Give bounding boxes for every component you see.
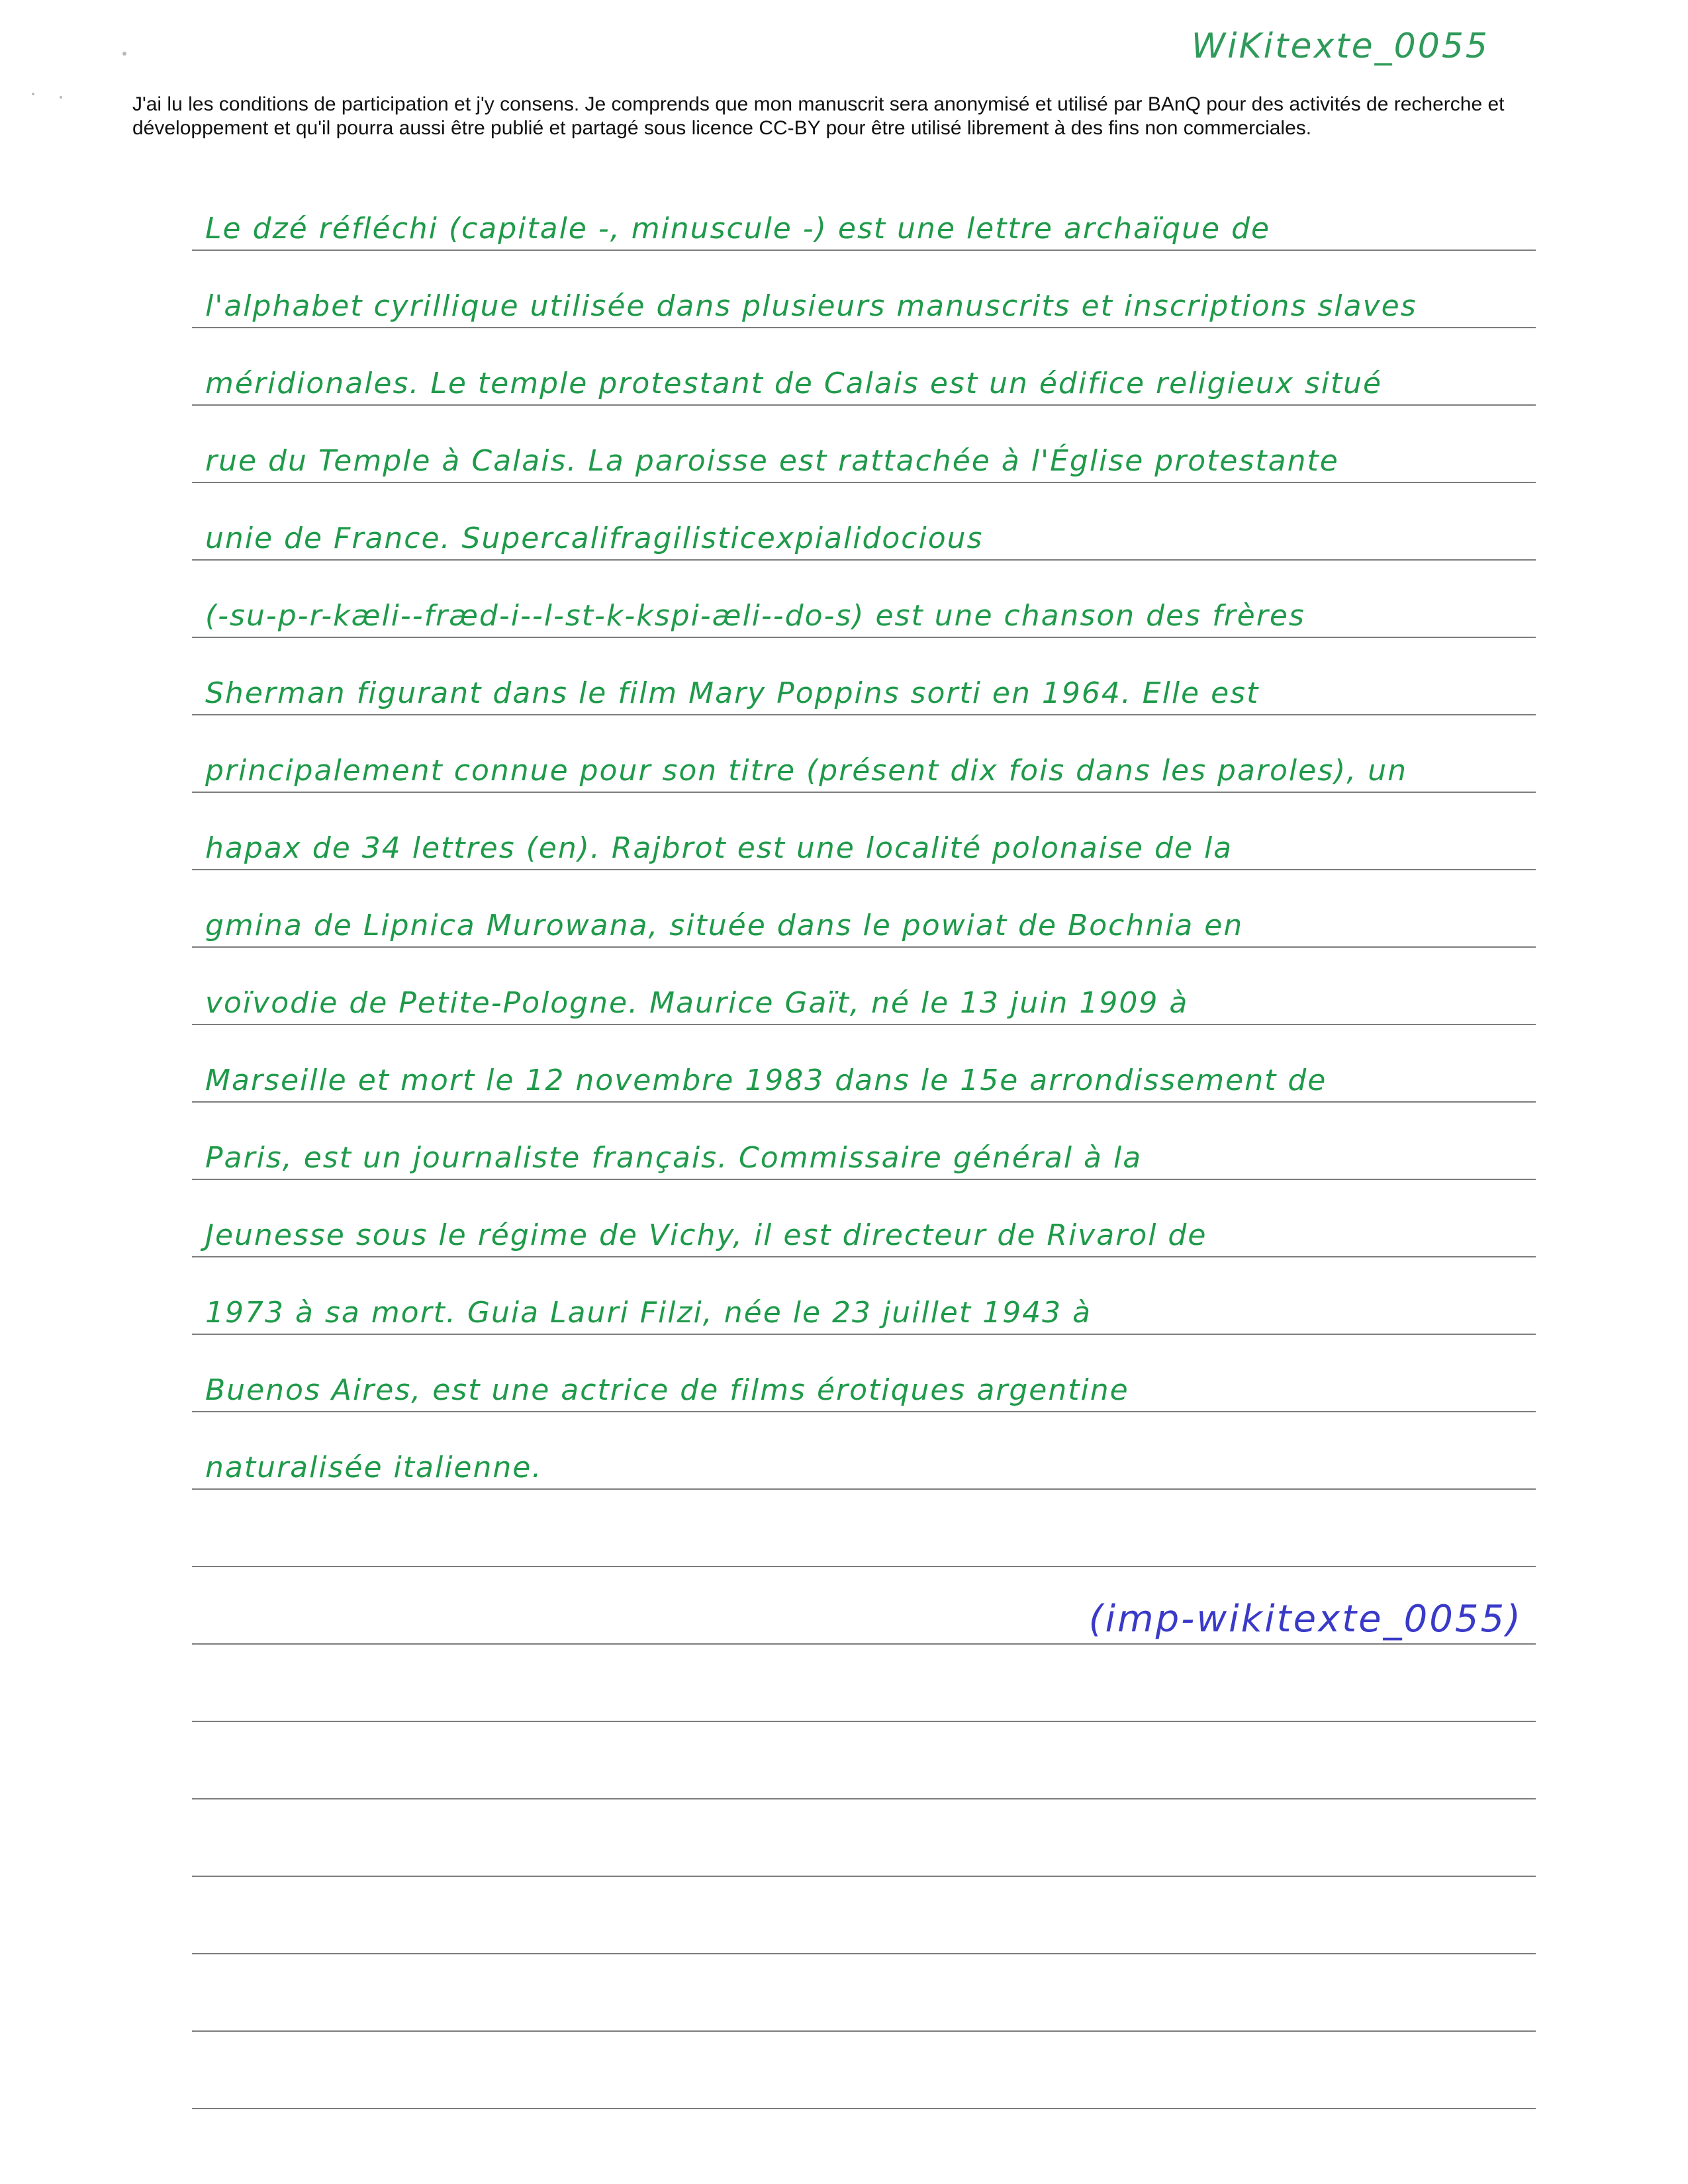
handwritten-line: (-su-p-r-kæli--fræd-i--l-st-k-kspi-æli--do-s) est une chanson des frères: [205, 599, 1305, 633]
handwritten-line: gmina de Lipnica Murowana, située dans le powiat de Bochnia en: [205, 909, 1244, 942]
ruled-line: [192, 173, 1536, 251]
ruled-line: [192, 715, 1536, 793]
scan-speck: [122, 52, 126, 56]
ruled-line: [192, 1877, 1536, 1954]
ruled-line: [192, 561, 1536, 638]
handwritten-line: hapax de 34 lettres (en). Rajbrot est une localité polonaise de la: [205, 831, 1233, 865]
ruled-line: [192, 1412, 1536, 1490]
handwritten-line: rue du Temple à Calais. La paroisse est rattachée à l'Église protestante: [205, 444, 1339, 478]
consent-statement: J'ai lu les conditions de participation et j'y consens. Je comprends que mon manuscrit sera anonymisé et utilisé par BAnQ pour des activités de recherche et développement et qu'il pourra aussi être publié et partagé sous licence CC-BY pour être utilisé librement à des fins non commerciales.: [132, 93, 1505, 139]
handwritten-line: l'alphabet cyrillique utilisée dans plusieurs manuscrits et inscriptions slaves: [205, 289, 1417, 323]
handwritten-line: méridionales. Le temple protestant de Calais est un édifice religieux situé: [205, 367, 1383, 400]
ruled-line: [192, 406, 1536, 483]
ruled-line: [192, 1025, 1536, 1103]
ruled-line: [192, 1645, 1536, 1722]
handwritten-line: principalement connue pour son titre (présent dix fois dans les paroles), un: [205, 754, 1408, 788]
ruled-line: [192, 1103, 1536, 1180]
ruled-line: [192, 948, 1536, 1025]
ruled-line: [192, 251, 1536, 328]
handwritten-line: voïvodie de Petite-Pologne. Maurice Gaït, né le 13 juin 1909 à: [205, 986, 1189, 1020]
ruled-line: [192, 328, 1536, 406]
ruled-line: [192, 1954, 1536, 2032]
scan-speck: [60, 96, 62, 99]
scan-speck: [32, 93, 34, 95]
ruled-line: [192, 1180, 1536, 1257]
handwritten-line: 1973 à sa mort. Guia Lauri Filzi, née le 23 juillet 1943 à: [205, 1296, 1092, 1330]
ruled-line: [192, 483, 1536, 561]
ruled-line: [192, 1257, 1536, 1335]
document-id-label: WiKitexte_0055: [1191, 26, 1489, 66]
handwritten-line: Marseille et mort le 12 novembre 1983 dans le 15e arrondissement de: [205, 1064, 1327, 1097]
ruled-line: [192, 1799, 1536, 1877]
handwritten-line: Paris, est un journaliste français. Commissaire général à la: [205, 1141, 1143, 1175]
ruled-line: [192, 1722, 1536, 1799]
handwritten-line: unie de France. Supercalifragilisticexpialidocious: [205, 522, 984, 555]
ruled-line: [192, 870, 1536, 948]
ruled-line: [192, 1567, 1536, 1645]
ruled-line: [192, 793, 1536, 870]
handwritten-line: Buenos Aires, est une actrice de films érotiques argentine: [205, 1373, 1129, 1407]
handwritten-line: Le dzé réfléchi (capitale -, minuscule -) est une lettre archaïque de: [205, 212, 1271, 246]
ruled-line: [192, 1490, 1536, 1567]
handwritten-line: Sherman figurant dans le film Mary Poppins sorti en 1964. Elle est: [205, 676, 1260, 710]
handwritten-line: naturalisée italienne.: [205, 1451, 543, 1484]
signature-label: (imp-wikitexte_0055): [1088, 1598, 1523, 1641]
ruled-line: [192, 1335, 1536, 1412]
ruled-writing-area: [192, 173, 1536, 2109]
ruled-line: [192, 638, 1536, 715]
handwritten-line: Jeunesse sous le régime de Vichy, il est directeur de Rivarol de: [205, 1218, 1207, 1252]
ruled-line: [192, 2032, 1536, 2109]
